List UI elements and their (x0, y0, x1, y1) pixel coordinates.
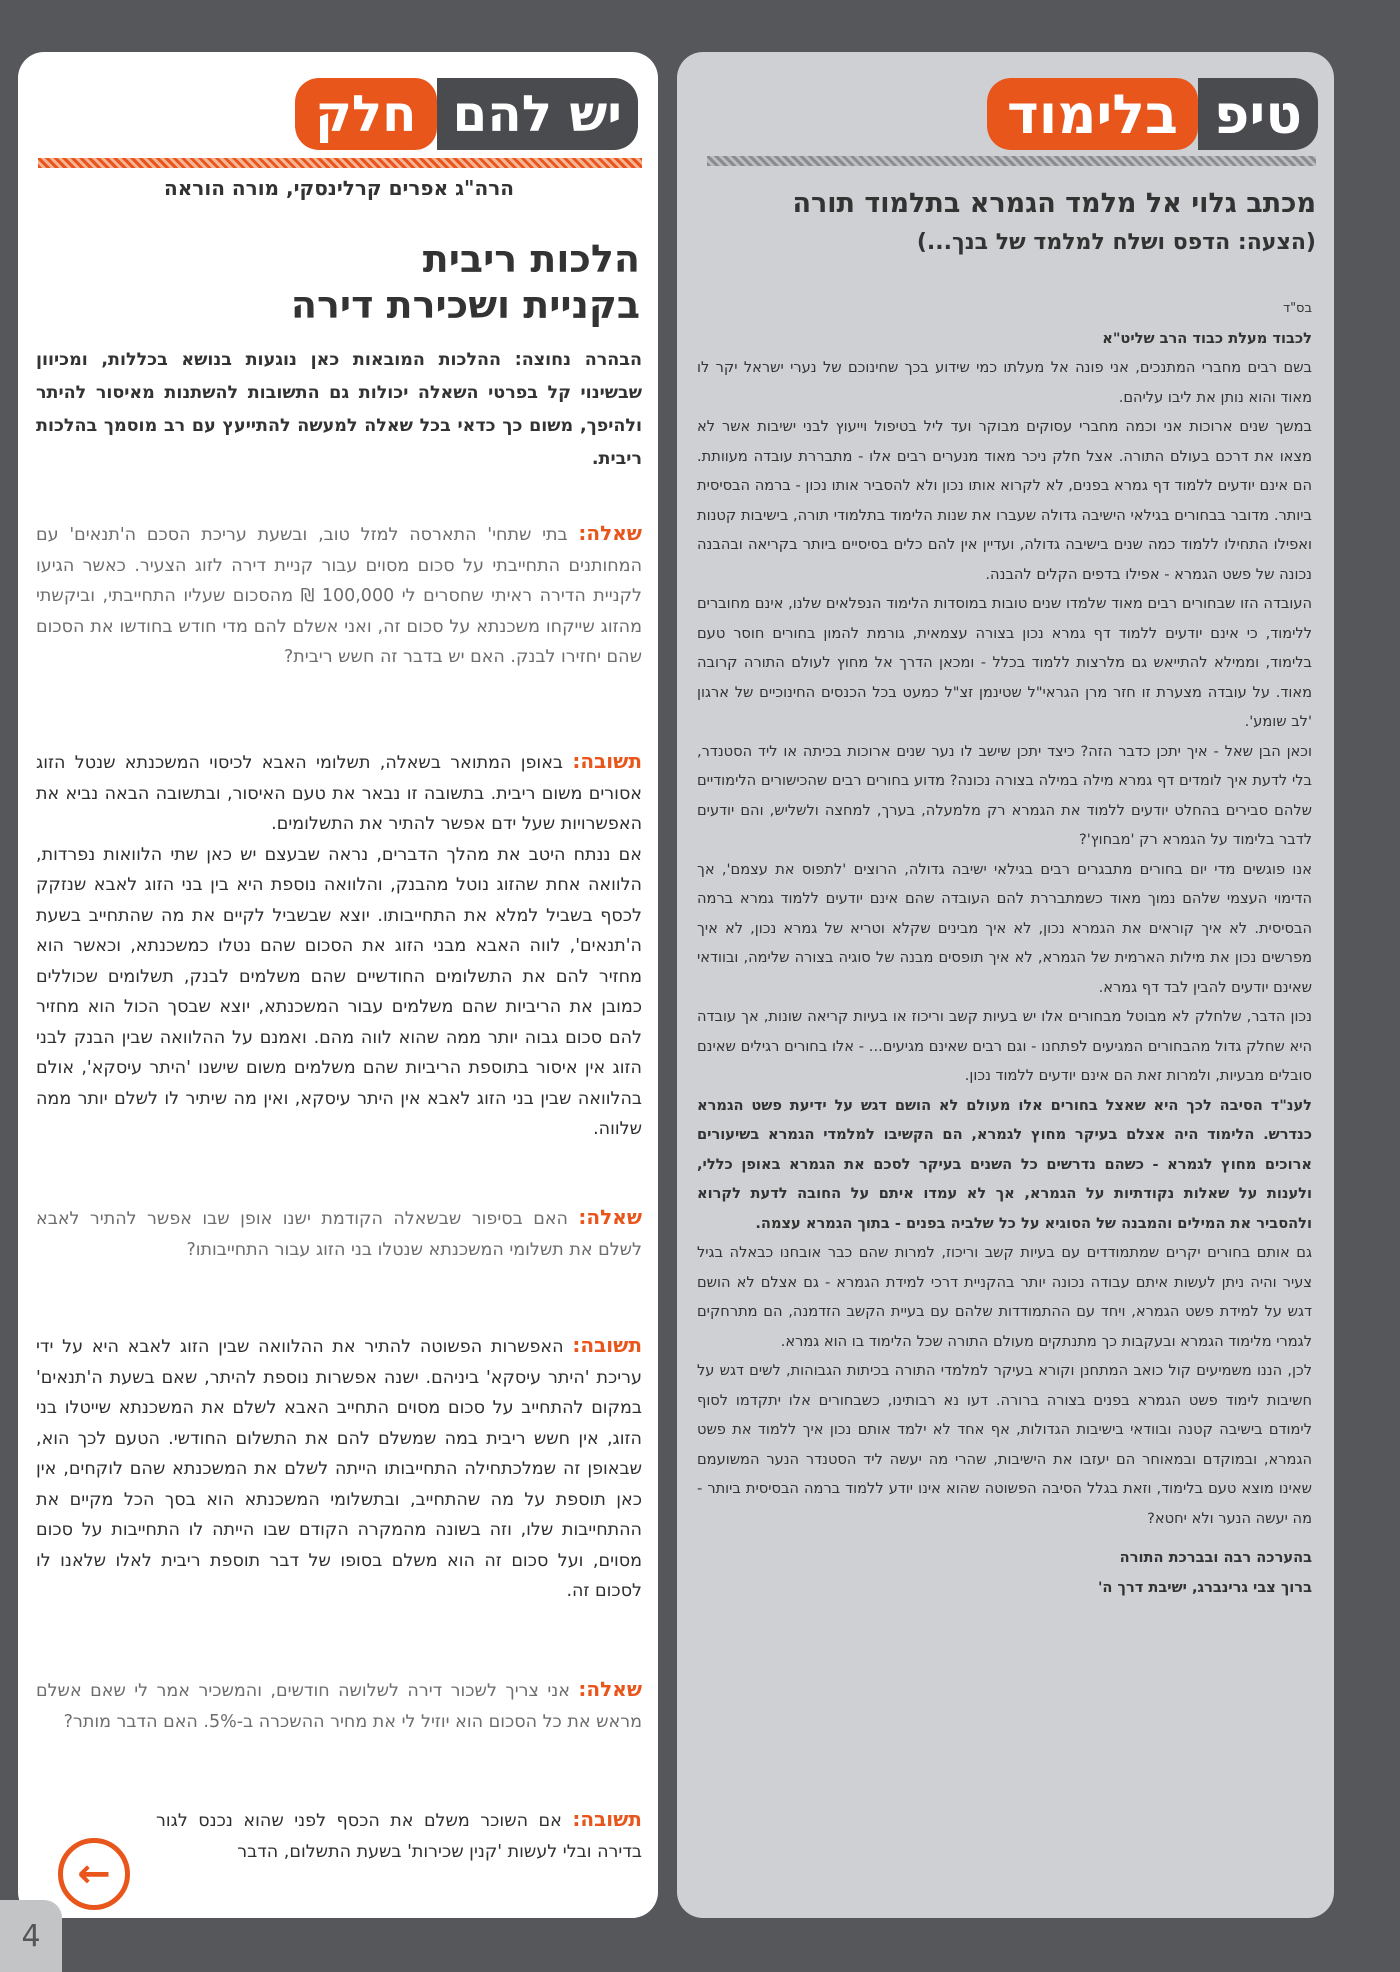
letter-signature: ברוך צבי גרינברג, ישיבת דרך ה' (1097, 1578, 1312, 1596)
answer-2 (36, 1330, 642, 1607)
author-byline: הרה"ג אפרים קרלינסקי, מורה הוראה (164, 176, 514, 200)
answer-label: תשובה: (572, 1807, 642, 1831)
answer-text: אם השוכר משלם את הכסף לפני שהוא נכנס לגור בדירה ובלי לעשות 'קנין שכירות' בשעת התשלום, הדבר (156, 1811, 642, 1862)
intro-disclaimer: הבהרה נחוצה: ההלכות המובאות כאן נוגעות בנושא בכללות, ומכיוון שבשינוי קל בפרטי השאלה יכולות גם התשובות להשתנות מאיסור להיתר ולהיפך, משום כך כדאי בכל שאלה למעשה להתייעץ עם רב מוסמך בהלכות ריבית. (36, 350, 642, 469)
question-text: בתי שתחי' התארסה למזל טוב, ובשעת עריכת הסכם ה'תנאים' עם המחותנים התחייבתי על סכום מסוים עבור קניית דירה לזוג הצעיר. כאשר הגיעו לקניית הדירה ראיתי שחסרים לי 100,000 ₪ מהסכום שעליו התחייבתי, וביקשתי מהזוג שייקחו משכנתא על סכום זה, ואני אשלם להם מדי חודש בחודשו את הסכום שהם יחזירו לבנק. האם יש בדבר זה חשש ריבית? (36, 525, 642, 667)
header-orange-part: חלק (295, 78, 436, 150)
answer-1 (36, 746, 642, 1145)
letter-body (697, 294, 1312, 1602)
halacha-panel (18, 52, 658, 1918)
letter-closing: בהערכה רבה ובברכת התורה (1119, 1549, 1312, 1566)
back-arrow-icon[interactable]: ← (58, 1838, 130, 1910)
section-header-tip (987, 78, 1318, 150)
question-label: שאלה: (578, 521, 642, 545)
question-text: האם בסיפור שבשאלה הקודמת ישנו אופן שבו אפשר להתיר לאבא לשלם את תשלומי המשכנתא שנטלו בני הזוג עבור התחייבותו? (36, 1209, 642, 1260)
answer-text: באופן המתואר בשאלה, תשלומי האבא לכיסוי המשכנתא שנטל הזוג אסורים משום ריבית. בתשובה זו נבאר את טעם האיסור, ובתשובה הבאה נביא את האפשרויות שעל ידם אפשר להתיר את התשלומים. (36, 753, 642, 834)
question-2 (36, 1202, 642, 1265)
question-1 (36, 518, 642, 673)
letter-paragraph: בשם רבים מחברי המתנכים, אני פונה אל מעלתו כמי שידוע בכך שחינוכם של נערי ישראל יקר לו מאוד והוא נותן את ליבו עליהם. (697, 359, 1312, 406)
letter-paragraph: העובדה הזו שבחורים רבים מאוד שלמדו שנים טובות במוסדות הלימוד הנפלאים שלנו, אינם מחוברים ללימוד, כי אינם יודעים ללמוד דף גמרא נכון בצורה עצמאית, גורמת להמון בחורים חוסר טעם בלימוד, וממילא להתייאש גם מלרצות ללמוד בכלל - ומכאן הדרך אל מחוץ לעולם התורה קרובה מאוד. על עובדה מצערת זו חזר מרן הגראי"ל שטינמן זצ"ל כמעט בכל הכנסים החינוכיים של ארגון 'לב שומע'. (697, 595, 1312, 730)
page-number: 4 (0, 1900, 62, 1972)
answer-3 (156, 1804, 642, 1867)
article-subtitle: (הצעה: הדפס ושלח למלמד של בנך...) (916, 230, 1316, 255)
title-line: בקניית ושכירת דירה (290, 283, 640, 327)
letter-paragraph: גם אותם בחורים יקרים שמתמודדים עם בעיות קשב וריכוז, למרות שהם כבר אובחנו כבאלה בגיל צעיר והיה ניתן לעשות איתם עבודה נכונה יותר בהקניית דרכי למידת הגמרא - גם אצלם לא הושם דגש על למידת פשט הגמרא, ויחד עם ההתמודדות שלהם עם בעיית הקשב הזדמנה, הם מתרחקים לגמרי מלימוד הגמרא ובעקבות כך מתנתקים מעולם התורה שכל הלימוד בו הוא גמרא. (697, 1244, 1312, 1350)
letter-panel (677, 52, 1334, 1918)
question-label: שאלה: (578, 1205, 642, 1229)
header-dark-part: יש להם (437, 78, 638, 150)
title-line: הלכות ריבית (422, 237, 640, 281)
letter-salutation: לכבוד מעלת כבוד הרב שליט"א (1102, 329, 1312, 347)
letter-paragraph-bold: לענ"ד הסיבה לכך היא שאצל בחורים אלו מעולם לא הושם דגש על ידיעת פשט הגמרא כנדרש. הלימוד היה אצלם בעיקר מחוץ לגמרא, הם הקשיבו למלמדי הגמרא בשיעורים ארוכים מחוץ לגמרא - כשהם נדרשים כל השנים בעיקר לסכם את הגמרא באופן כללי, ולענות על שאלות נקודתיות על הגמרא, אך לא עמדו איתם על החובה לדעת לקרוא ולהסביר את המילים והמבנה של הסוגיא על כל שלביה בפנים - בתוך הגמרא עצמה. (697, 1096, 1312, 1232)
letter-line: בס"ד (1282, 301, 1312, 316)
article-title: מכתב גלוי אל מלמד הגמרא בתלמוד תורה (792, 188, 1316, 219)
answer-text-cont: אם ננתח היטב את מהלך הדברים, נראה שבעצם יש כאן שתי הלוואות נפרדות, הלוואה אחת שהזוג נוטל מהבנק, והלוואה נוספת היא בין בני הזוג לאבא שנזקק לכסף בשביל למלא את התחייבותו. יוצא שבשביל לקיים את מה שהתחייב בשעת ה'תנאים', לווה האבא מבני הזוג את הסכום שהם נטלו כמשכנתא, וכאשר הוא מחזיר להם את התשלומים החודשיים שהם משלמים לבנק, תשלומים שכוללים כמובן את הריביות שהם משלמים עבור המשכנתא, יוצא שבסך הכול הוא מחזיר להם סכום גבוה יותר ממה שהוא לווה מהם. ואמנם על ההלוואה שבין הבנק לבני הזוג אין איסור בתוספת הריביות שהם משלמים משום שישנו 'היתר עיסקא', אולם בהלוואה שבין בני הזוג לאבא אין היתר עיסקא, ואין מה שיתיר לו לשלם יותר ממה שלווה. (36, 844, 642, 1139)
letter-paragraph: אנו פוגשים מדי יום בחורים מתבגרים רבים בגילאי ישיבה גדולה, הרוצים 'לתפוס את עצמם', אך הדימוי העצמי שלהם נמוך מאוד כשמתבררת להם העובדה שהם אינם יודעים ללמוד גמרא ברמה הבסיסית. לא איך קוראים את הגמרא נכון, לא איך מבינים שקלא וטריא של גמרא נכון, לא איך מפרשים נכון את מילות הארמית של הגמרא, לא איך תופסים מבנה של סוגיה בצורה שלימה, ובוודאי שאינם יודעים להבין לבד דף גמרא. (697, 860, 1312, 996)
letter-paragraph: לכן, הננו משמיעים קול כואב המתחנן וקורא בעיקר למלמדי התורה בכיתות הגבוהות, לשים דגש על חשיבות לימוד פשט הגמרא בפנים בצורה ברורה. דעו נא רבותינו, כשבחורים אלו יתקדמו לסוף לימודם בישיבה קטנה ובוודאי בישיבות הגדולות, אף אחד לא ילמד אותם נכון איך ללמוד את פשט הגמרא, ובמוקדם ובמאוחר הם יעזבו את הישיבות, שהרי מה יעשה ליד הסטנדר הנער המשועמם שאינו מוצא טעם בלימוד, וזאת בגלל הסיבה הפשוטה שהוא אינו יודע ללמוד ברמה הבסיסית ביותר - מה יעשה הנער ולא יחטא? (697, 1362, 1312, 1527)
answer-text: האפשרות הפשוטה להתיר את ההלוואה שבין הזוג לאבא היא על ידי עריכת 'היתר עיסקא' ביניהם. ישנה אפשרות נוספת להיתר, שאם בשעת ה'תנאים' במקום להתחייב על סכום מסוים התחייב האבא לשלם את המשכנתא שייטלו בני הזוג, אין חשש ריבית במה שמשלם להם את התשלום החודשי. הטעם לכך הוא, שבאופן זה שמלכתחילה התחייבותו הייתה לשלם את המשכנתא שהם לוקחים, אין כאן תוספת על מה שהתחייב, ובתשלומי המשכנתא הוא בסך הכל מקיים את ההתחייבות שלו, וזה בשונה מהמקרה הקודם שבו הייתה לו התחייבות על סכום מסוים, ועל סכום זה הוא משלם בסופו של דבר תוספת ריבית לאלו שלאנו לו לסכום זה. (36, 1337, 642, 1601)
question-label: שאלה: (578, 1677, 642, 1701)
question-3 (36, 1674, 642, 1737)
header-divider (38, 158, 642, 168)
question-text: אני צריך לשכור דירה לשלושה חודשים, והמשכיר אמר לי שאם אשלם מראש את כל הסכום הוא יוזיל לי את מחיר ההשכרה ב-5%. האם הדבר מותר? (36, 1681, 642, 1732)
answer-label: תשובה: (572, 1333, 642, 1357)
section-header-have-share (295, 78, 638, 150)
header-dark-part: טיפ (1198, 78, 1318, 150)
letter-paragraph: במשך שנים ארוכות אני וכמה מחברי עסוקים מבוקר ועד ליל בטיפול וייעוץ לבני ישיבות אשר לא מצאו את דרכם בעולם התורה. אצל חלק ניכר מאוד מנערים רבים אלו - מתבררת עובדה מעוותת. הם אינם יודעים ללמוד דף גמרא בפנים, לא לקרוא אותו נכון ולא להסביר אותו נכון - ברמה הבסיסית ביותר. מדובר בבחורים בגילאי הישיבה גדולה שעברו את שנות הלימוד בתלמודי תורה, בישיבות קטנות ואפילו התחילו ללמוד כמה שנים בישיבה גדולה, ועדיין אין להם כלים בסיסיים ביותר בקריאה ובהבנה נכונה של פשט הגמרא - אפילו בדפים הקלים להבנה. (697, 418, 1312, 583)
answer-label: תשובה: (572, 749, 642, 773)
article-title (291, 236, 640, 328)
header-divider (707, 156, 1316, 166)
letter-paragraph: נכון הדבר, שלחלק לא מבוטל מבחורים אלו יש בעיות קשב וריכוז או בעיות קריאה שונות, אך עובדה היא שחלק גדול מהבחורים המגיעים לפתחנו - וגם רבים שאינם מגיעים... - אלו בחורים רגילים שאינם סובלים מבעיות, ולמרות זאת הם אינם יודעים ללמוד נכון. (697, 1008, 1312, 1084)
letter-paragraph: וכאן הבן שאל - איך יתכן כדבר הזה? כיצד יתכן שישב לו נער שנים ארוכות בכיתה או ליד הסטנדר, בלי לדעת איך לומדים דף גמרא מילה במילה בצורה נכונה? מדוע בחורים רבים שהכישורים הלימודיים שלהם סבירים בהחלט יודעים ללמוד את הגמרא רק מלמעלה, בערך, למחצה ולשליש, והם יודעים לדבר בלימוד על הגמרא רק 'מבחוץ'? (697, 742, 1312, 848)
header-orange-part: בלימוד (987, 78, 1198, 150)
